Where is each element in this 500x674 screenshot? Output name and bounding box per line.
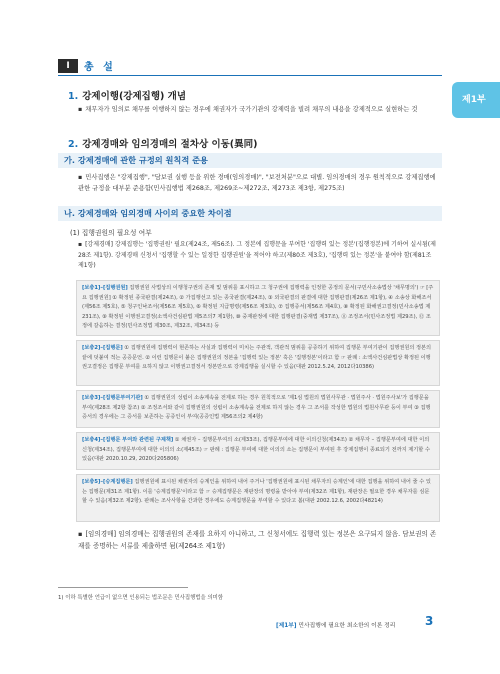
subsection-ga-text: 민사집행은 "강제집행", "담보권 실행 등을 위한 경매(임의경매)", "보전처분"으로 대별. 임의경매의 경우 원칙적으로 강제집행에 관한 규정을 대부분 준용함(민사집행법 제268조, 제269조~제272조, 제273조 제3항, 제275조) xyxy=(78,174,436,192)
note-box-3-text: ① 집행권원의 성립이 소송계속을 전제로 하는 경우 원칙적으로 '제1심 법원의 법원사무관 · 법원주사 · 법원주사보'가 집행문을 부여(제28조 제2항 참조) ② 조정조서와 같이 집행권원의 성립이 소송계속을 전제로 하지 않는 경우 그 조서를 작성한 법원의 법원사무관 등이 부여 ③ 집행증서의 경우에는 그 증서를 보존하는 공증인이 부여(공증인법 제56조의2 제4항) xyxy=(82,395,431,421)
section-1-heading xyxy=(68,88,186,102)
footnote-divider xyxy=(58,587,188,588)
note-box-4 xyxy=(76,432,440,470)
subsection-na-title: 나. 강제경매와 임의경매 사이의 중요한 차이점 xyxy=(64,208,232,218)
bullet-icon: ▪ xyxy=(78,530,83,538)
note-box-5 xyxy=(76,474,440,522)
section-2-number: 2. xyxy=(68,139,79,150)
running-footer xyxy=(276,620,395,629)
note-box-4-text: ① 채권자 – 집행문부여의 소(제33조), 집행문부여에 대한 이의신청(제34조) ② 채무자 – 집행문부여에 대한 이의신청(제34조), 집행문부여에 대한 이의의 소(제45조) ☞ 판례 : 집행문 부여에 대한 이의의 소는 집행문이 부여된 후 강제집행이 종료되기 전까지 제기할 수 있음(대판 2020.10.29, 2020다205806) xyxy=(82,437,430,463)
section-1-text: 채무자가 임의로 채무를 이행하지 않는 경우에 채권자가 국가기관의 강제력을 빌려 채무의 내용을 강제적으로 실현하는 것 xyxy=(85,106,418,113)
section-2-heading xyxy=(68,136,258,150)
section-1-title: 강제이행(강제집행) 개념 xyxy=(82,91,186,102)
note-box-2 xyxy=(76,340,440,386)
section-1-body xyxy=(78,104,438,115)
note-box-5-tag: [보충5]–[승계집행문] xyxy=(82,479,133,485)
note-box-2-tag: [보충2]–[집행문] xyxy=(82,345,123,351)
bullet-icon: ▪ xyxy=(78,106,83,113)
footer-title: 민사집행에 필요한 최소한의 이론 정리 xyxy=(298,623,396,629)
note-box-3 xyxy=(76,390,440,428)
footnote: 1) 이하 특별한 언급이 없으면 인용되는 법조문은 민사집행법을 의미함 xyxy=(58,595,224,601)
subsection-ga-title: 가. 강제경매에 관한 규정의 원칙적 준용 xyxy=(64,155,208,165)
paragraph-forced-auction-text: [강제경매] 강제집행는 '집행권원' 필요(제24조, 제56조). 그 정본에 집행문을 부여한 '집행력 있는 정본'(집행정본)에 기하여 실시됨(제28조 제1항). 강제경매 신청서 '집행할 수 있는 일정한 집행권원'을 적어야 하고(제80조 제3호), '집행력 있는 정본'을 붙여야 함(제81조 제1항) xyxy=(78,241,436,269)
note-box-1 xyxy=(76,280,440,336)
chapter-title: 총 설 xyxy=(84,62,116,73)
part-side-tab[interactable]: 제1부 xyxy=(452,82,500,118)
page-number: 3 xyxy=(425,614,434,628)
subsection-ga-body xyxy=(78,172,438,194)
paragraph-voluntary-auction xyxy=(78,528,438,552)
chapter-divider xyxy=(58,75,442,76)
footer-part-tag: [제1부] xyxy=(276,623,297,629)
note-box-3-tag: [보충3]–[집행문부여기관] xyxy=(82,395,143,401)
chapter-number: I xyxy=(58,59,78,73)
note-box-1-tag: [보충1]–[집행권원] xyxy=(82,285,128,291)
subsection-na-item-1: (1) 집행권원의 필요성 여부 xyxy=(70,229,152,237)
section-1-number: 1. xyxy=(68,91,79,102)
bullet-icon: ▪ xyxy=(78,241,83,248)
paragraph-voluntary-auction-text: [임의경매] 임의경매는 집행권원의 존재를 요하지 아니하고, 그 신청서에도 집행력 있는 정본은 요구되지 않음. 담보권의 존재를 증명하는 서류를 제출하면 됨(제264조 제1항) xyxy=(78,530,437,550)
bullet-icon: ▪ xyxy=(78,174,83,181)
paragraph-forced-auction xyxy=(78,240,438,272)
note-box-2-text: ① 집행권원에 집행력이 현존하는 사실과 집행력이 미치는 주관적, 객관적 범위를 공증하기 위하여 집행문 부여기관이 집행권원의 정본의 끝에 덧붙여 적는 공증문언. ② 이런 집행문이 붙은 집행권원의 정본을 '집행력 있는 정본' 혹은 '집행정본'이라고 함 ☞ 판례 : 소액사건심판법상 확정된 이행권고결정은 집행문 부여를 요하지 않고 이행권고결정서 정본만으로 강제집행을 실시할 수 있음(대판 2012.5.24, 2012다10386) xyxy=(82,345,432,371)
note-box-4-tag: [보충4]–[집행문 부여와 관련된 구제책] xyxy=(82,437,174,443)
section-2-title: 강제경매와 임의경매의 절차상 이동(異同) xyxy=(82,139,258,150)
note-box-5-text: 집행권원에 표시된 채권자의 승계인을 위하여 내어 주거나 '집행권원에 표시된 채무자의 승계인'에 대한 집행을 위하여 내어 줄 수 있는 집행문(제31조 제1항). 이를 '승계집행문'이라고 함 ☞ 승계집행문은 재판장의 명령을 받아야 부여(제32조 제1항), 재판장은 필요한 경우 채무자를 심문할 수 있음(제32조 제2항). 판례는 조사사항을 간과한 경우에도 승계집행문을 부여할 수 있다고 봄(대판 2002.12.6, 2002다48214) xyxy=(82,479,431,505)
note-box-1-text: 집행권원 사법상의 이행청구권의 존재 및 범위를 표시하고 그 청구권에 집행력을 인정한 공정의 문서(구민사소송법상 '채무명의') ☞ [주요 집행권원] ① 확정된 종국판결(제24조), ② 가집행선고 있는 종국판결(제24조), ③ 외국판결의 판결에 대한 집행판결(제26조 제1항), ④ 소송상 화해조서(제56조 제5호), ⑤ 청구인낙조서(제56조 제5호), ⑥ 확정된 지급명령(제56조 제3호), ⑦ 집행증서(제56조 제4호), ⑧ 확정된 화해권고결정(민사소송법 제231조), ⑨ 확정된 이행권고결정(소액사건심판법 제5조의7 제1항), ⑩ 중재판정에 대한 집행판결(중재법 제37조), ⑪ 조정조서(민사조정법 제29조), ⑫ 조정에 갈음하는 결정(민사조정법 제30조, 제32조, 제34조) 등 xyxy=(82,285,434,330)
